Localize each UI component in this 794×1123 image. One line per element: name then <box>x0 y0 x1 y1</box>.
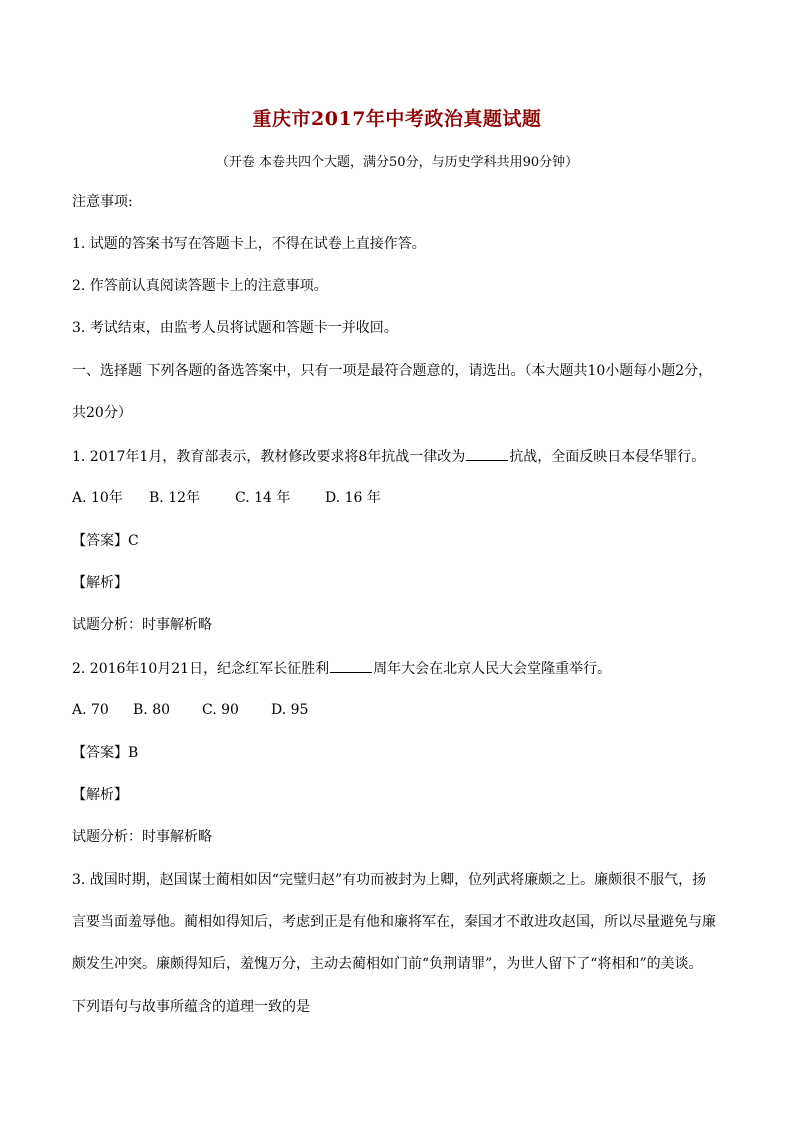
question-1-answer: 【答案】C <box>72 533 139 549</box>
question-2-analysis-heading: 【解析】 <box>72 787 128 803</box>
notice-heading: 注意事项: <box>72 194 133 210</box>
question-2-answer: 【答案】B <box>72 745 139 761</box>
option-c: C. 90 <box>202 702 239 718</box>
question-3-line: 言要当面羞辱他。蔺相如得知后，考虑到正是有他和廉将军在，秦国才不敢进攻赵国，所以尽量避免与廉 <box>72 914 716 930</box>
question-3-line: 3. 战国时期，赵国谋士蔺相如因“完璧归赵”有功而被封为上卿，位列武将廉颇之上。廉颇很不服气，扬 <box>72 872 707 888</box>
option-b: B. 80 <box>133 702 171 718</box>
question-1-stem-before: 1. 2017年1月，教育部表示，教材修改要求将8年抗战一律改为 <box>72 449 466 465</box>
option-d: D. 95 <box>271 702 309 718</box>
page-subtitle: （开卷 本卷共四个大题，满分50分，与历史学科共用90分钟） <box>215 155 579 170</box>
question-1-options <box>72 488 381 508</box>
question-2-analysis: 试题分析：时事解析略 <box>72 829 212 845</box>
option-d: D. 16 年 <box>325 490 381 506</box>
option-a: A. 10年 <box>72 490 123 506</box>
notice-item: 2. 作答前认真阅读答题卡上的注意事项。 <box>72 278 328 294</box>
answer-blank <box>466 446 508 461</box>
question-2-stem-after: 周年大会在北京人民大会堂隆重举行。 <box>373 661 612 677</box>
question-2-stem <box>72 658 611 679</box>
section-heading: 一、选择题 下列各题的备选答案中，只有一项是最符合题意的，请选出。（本大题共10小题每小题2分， <box>72 363 713 379</box>
section-heading-cont: 共20分） <box>72 405 132 421</box>
notice-item: 3. 考试结束，由监考人员将试题和答题卡一并收回。 <box>72 320 398 336</box>
question-2-stem-before: 2. 2016年10月21日，纪念红军长征胜利 <box>72 661 330 677</box>
answer-blank <box>330 658 372 673</box>
question-1-analysis: 试题分析：时事解析略 <box>72 617 212 633</box>
option-a: A. 70 <box>72 702 109 718</box>
notice-item: 1. 试题的答案书写在答题卡上，不得在试卷上直接作答。 <box>72 236 426 252</box>
question-1-stem-after: 抗战，全面反映日本侵华罪行。 <box>509 449 706 465</box>
page-title: 重庆市2017年中考政治真题试题 <box>252 108 542 130</box>
question-2-options <box>72 700 308 720</box>
question-1-stem <box>72 446 705 467</box>
question-3-line: 下列语句与故事所蕴含的道理一致的是 <box>72 999 310 1015</box>
question-3-line: 颇发生冲突。廉颇得知后，羞愧万分，主动去蔺相如门前“负荆请罪”，为世人留下了“将相和”的美谈。 <box>72 956 703 972</box>
question-1-analysis-heading: 【解析】 <box>72 575 128 591</box>
option-c: C. 14 年 <box>235 490 291 506</box>
option-b: B. 12年 <box>149 490 201 506</box>
